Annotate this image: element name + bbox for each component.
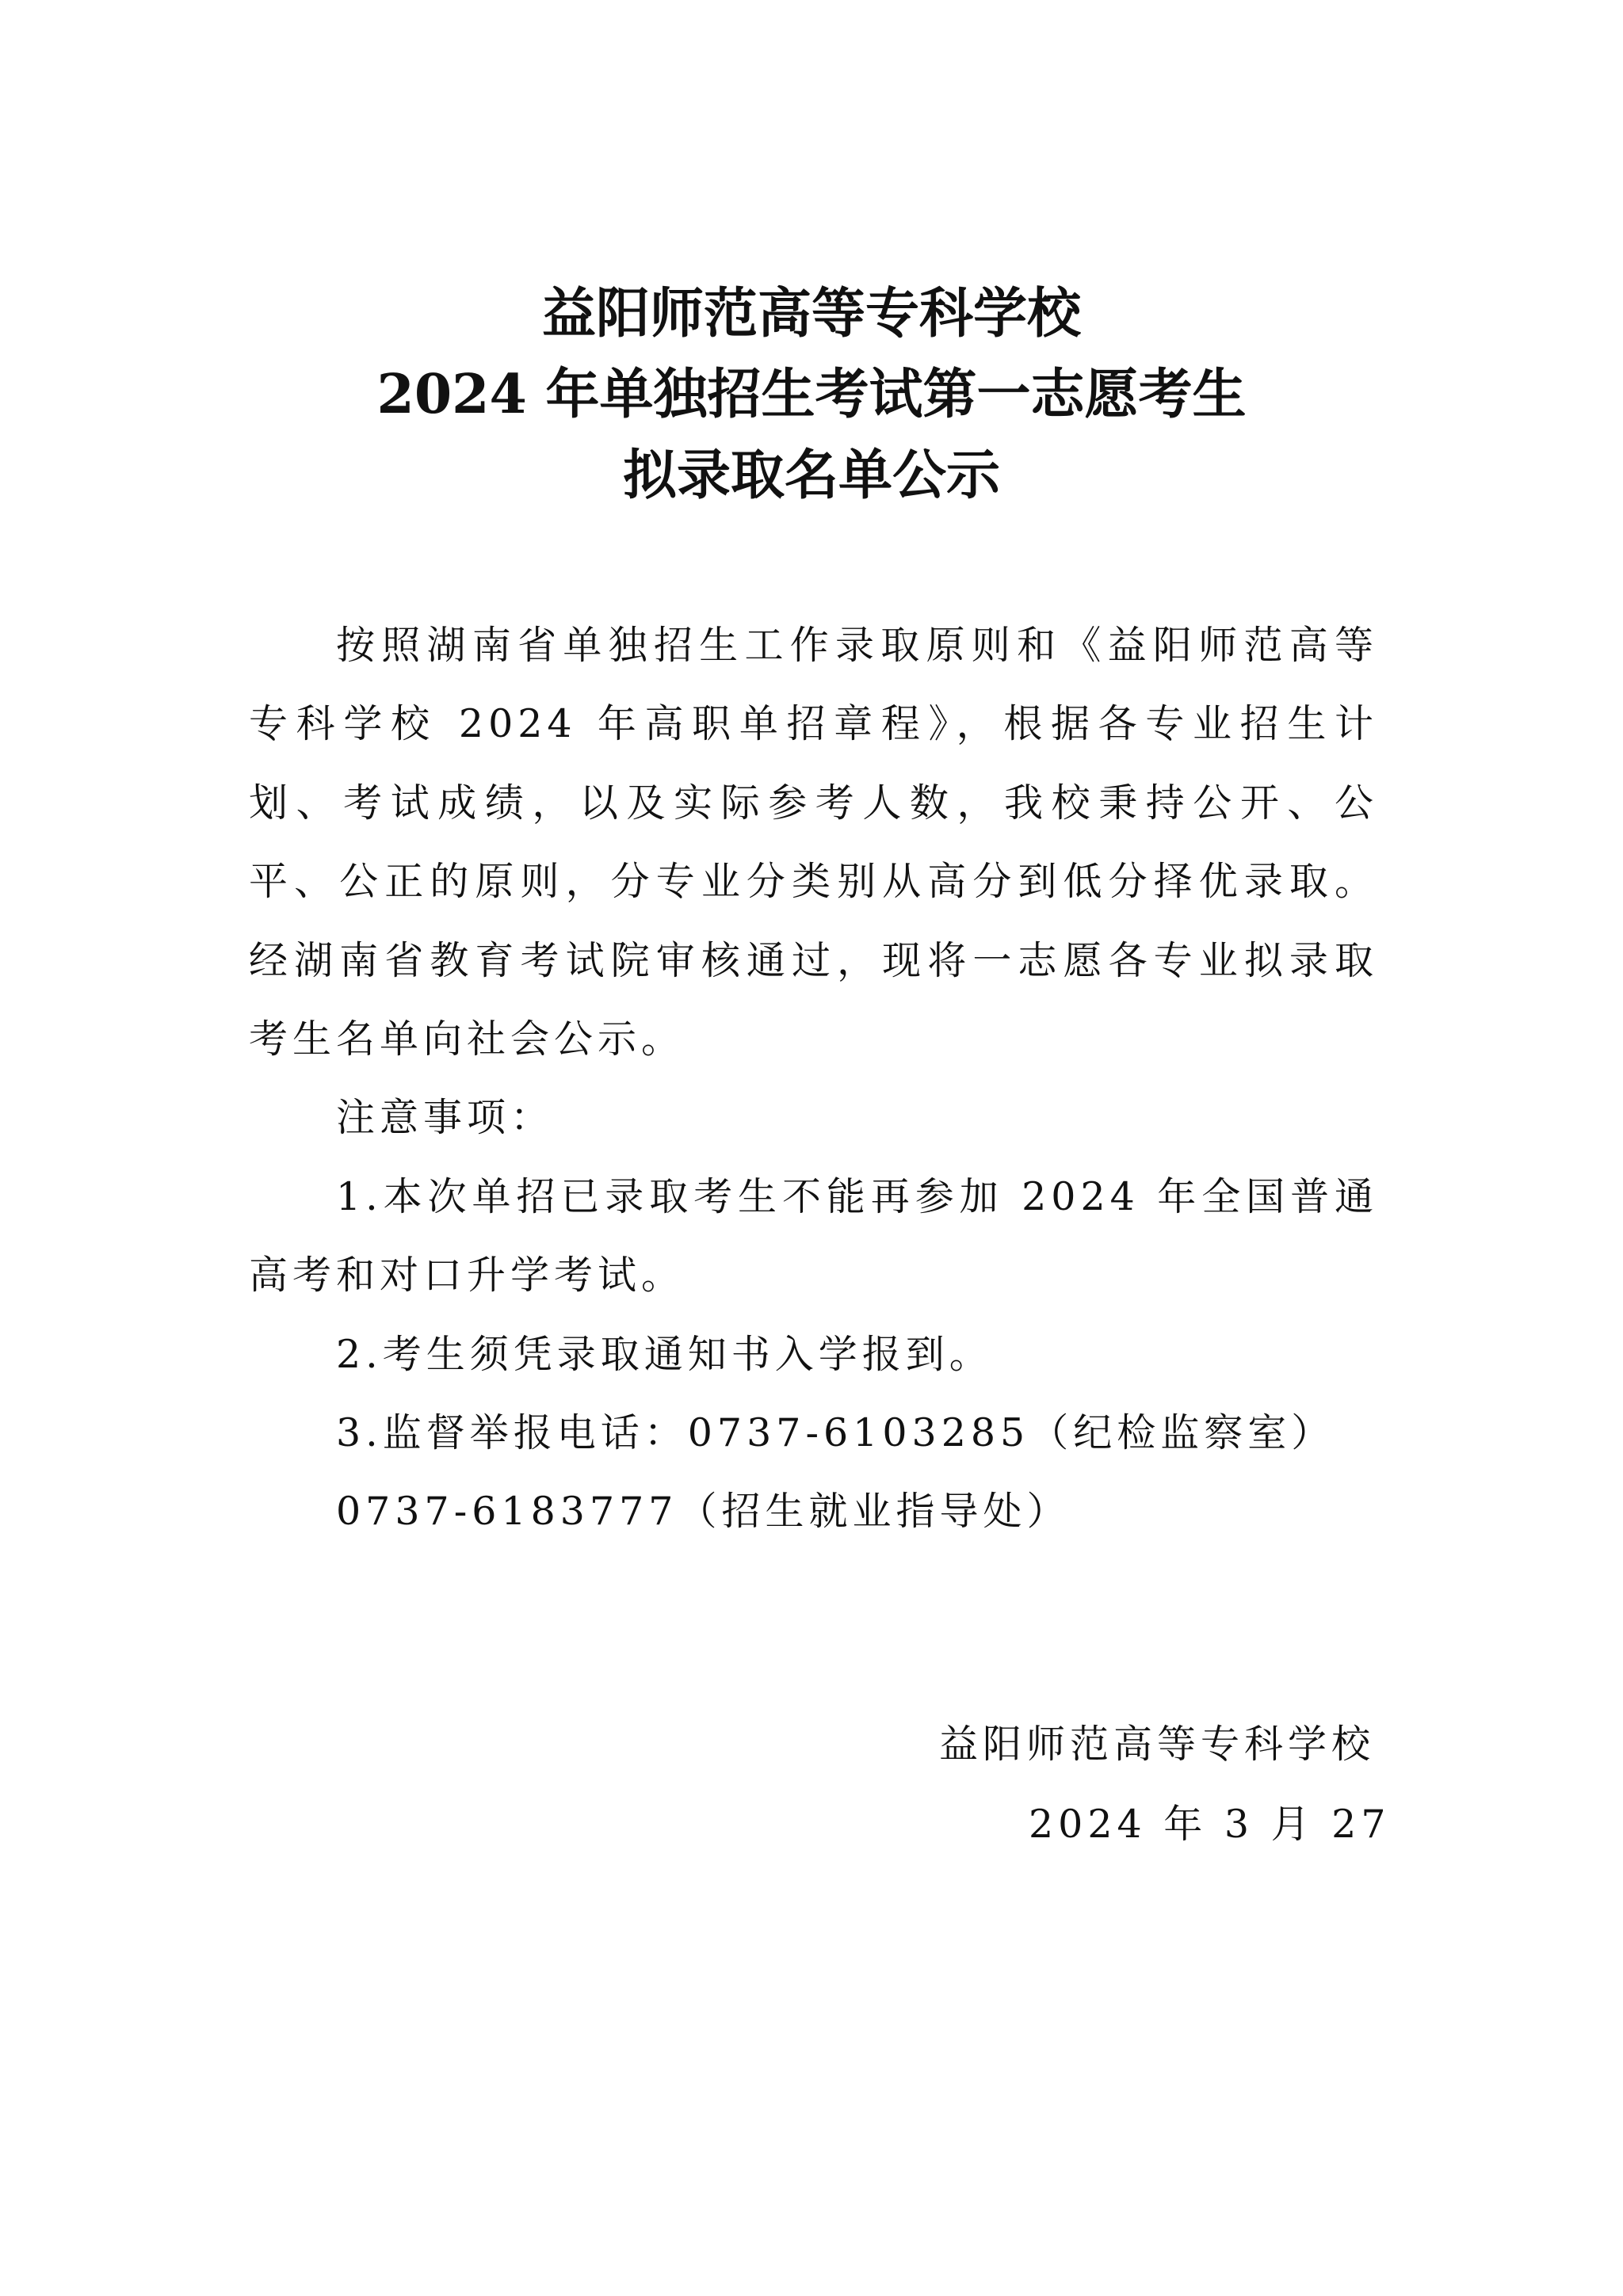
signature-date: 2024 年 3 月 27 [1029,1802,1391,1847]
notice-item-3: 3.监督举报电话：0737-6103285（纪检监察室） [336,1410,1335,1456]
title-line-3: 拟录取名单公示 [622,444,1000,507]
intro-paragraph: 按照湖南省单独招生工作录取原则和《益阳师范高等专科学校 2024 年高职单招章程》，根据各专业招生计划、考试成绩，以及实际参考人数，我校秉持公开、公平、公正的原则，分专业分类别从高分到低分择优录取。经湖南省教育考试院审核通过，现将一志愿各专业拟录取考生名单向社会公示。 [249,623,1378,1062]
title-line-2: 2024 年单独招生考试第一志愿考生 [376,363,1247,426]
signature-organization: 益阳师范高等专科学校 [939,1722,1376,1767]
document-title [238,273,1385,516]
notice-item-3-continued: 0737-6183777（招生就业指导处） [336,1489,1071,1535]
notice-item-2: 2.考生须凭录取通知书入学报到。 [336,1331,993,1377]
title-line-1: 益阳师范高等专科学校 [541,282,1081,345]
notice-item-1: 1.本次单招已录取考生不能再参加 2024 年全国普通高考和对口升学考试。 [249,1173,1378,1299]
notice-heading: 注意事项： [336,1095,555,1141]
document-body [249,606,1378,1551]
